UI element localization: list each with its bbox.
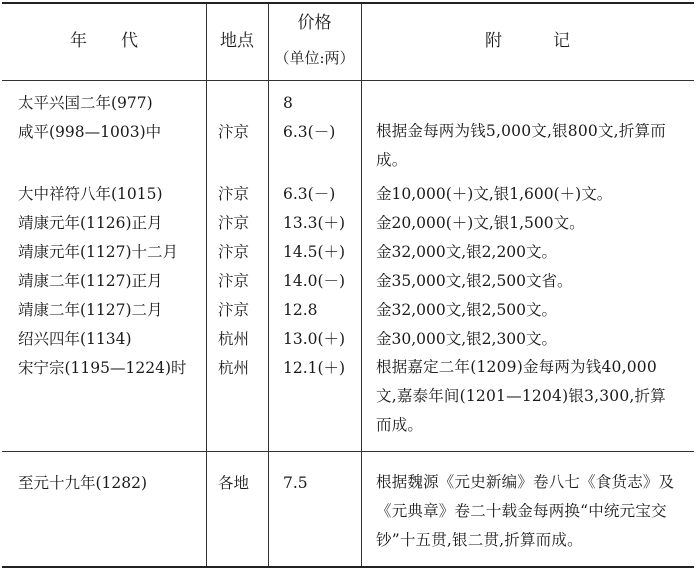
header-note: 附 记 — [485, 31, 570, 51]
column-divider-1 — [206, 4, 207, 566]
row-7-place: 汴京 — [218, 301, 250, 319]
row-10-place: 各地 — [218, 474, 250, 492]
section-rule — [2, 451, 694, 452]
column-divider-2 — [268, 4, 269, 566]
row-2-era: 咸平(998—1003)中 — [18, 123, 162, 141]
row-9-era: 宋宁宗(1195—1224)时 — [18, 359, 187, 377]
header-price-title: 价格 — [297, 13, 332, 33]
row-10-price: 7.5 — [283, 474, 308, 492]
row-7-note: 金32,000文,银2,500文。 — [376, 301, 558, 319]
row-4-era: 靖康元年(1126)正月 — [18, 214, 163, 232]
row-5-place: 汴京 — [218, 243, 250, 261]
row-6-place: 汴京 — [218, 272, 250, 290]
row-9-price: 12.1(＋) — [283, 359, 346, 377]
row-3-price: 6.3(－) — [283, 185, 336, 203]
row-8-note: 金30,000文,银2,300文。 — [376, 330, 558, 348]
header-place: 地点 — [220, 31, 254, 51]
row-5-price: 14.5(＋) — [283, 243, 346, 261]
row-9-place: 杭州 — [218, 359, 250, 377]
row-2-price: 6.3(－) — [283, 123, 336, 141]
row-10-era: 至元十九年(1282) — [18, 474, 148, 492]
row-6-note: 金35,000文,银2,500文省。 — [376, 272, 573, 290]
row-7-era: 靖康二年(1127)二月 — [18, 301, 163, 319]
row-3-era: 大中祥符八年(1015) — [18, 185, 163, 203]
header-era: 年 代 — [70, 31, 138, 51]
row-8-place: 杭州 — [218, 330, 250, 348]
row-6-price: 14.0(－) — [283, 272, 346, 290]
price-table — [2, 2, 694, 568]
row-5-note: 金32,000文,银2,200文。 — [376, 243, 558, 261]
row-2-place: 汴京 — [218, 123, 250, 141]
row-6-era: 靖康二年(1127)正月 — [18, 272, 163, 290]
row-1-era: 太平兴国二年(977) — [18, 94, 153, 112]
row-4-price: 13.3(＋) — [283, 214, 346, 232]
row-3-place: 汴京 — [218, 185, 250, 203]
column-divider-3 — [361, 4, 362, 566]
row-3-note: 金10,000(＋)文,银1,600(＋)文。 — [376, 185, 613, 203]
header-rule — [2, 80, 694, 81]
row-8-era: 绍兴四年(1134) — [18, 330, 132, 348]
row-1-price: 8 — [283, 94, 293, 112]
row-10-note: 根据魏源《元史新编》卷八七《食货志》及《元典章》卷二十载金每两换“中统元宝交钞”十五贯,银二贯,折算而成。 — [376, 473, 675, 549]
row-5-era: 靖康元年(1127)十二月 — [18, 243, 179, 261]
row-9-note: 根据嘉定二年(1209)金每两为钱40,000文,嘉泰年间(1201—1204)银3,300,折算而成。 — [376, 358, 666, 434]
header-price-unit: （单位:两） — [274, 49, 355, 67]
row-2-note: 根据金每两为钱5,000文,银800文,折算而成。 — [376, 122, 666, 169]
row-4-place: 汴京 — [218, 214, 250, 232]
row-7-price: 12.8 — [283, 301, 318, 319]
row-4-note: 金20,000(＋)文,银1,500文。 — [376, 214, 585, 232]
row-8-price: 13.0(＋) — [283, 330, 346, 348]
